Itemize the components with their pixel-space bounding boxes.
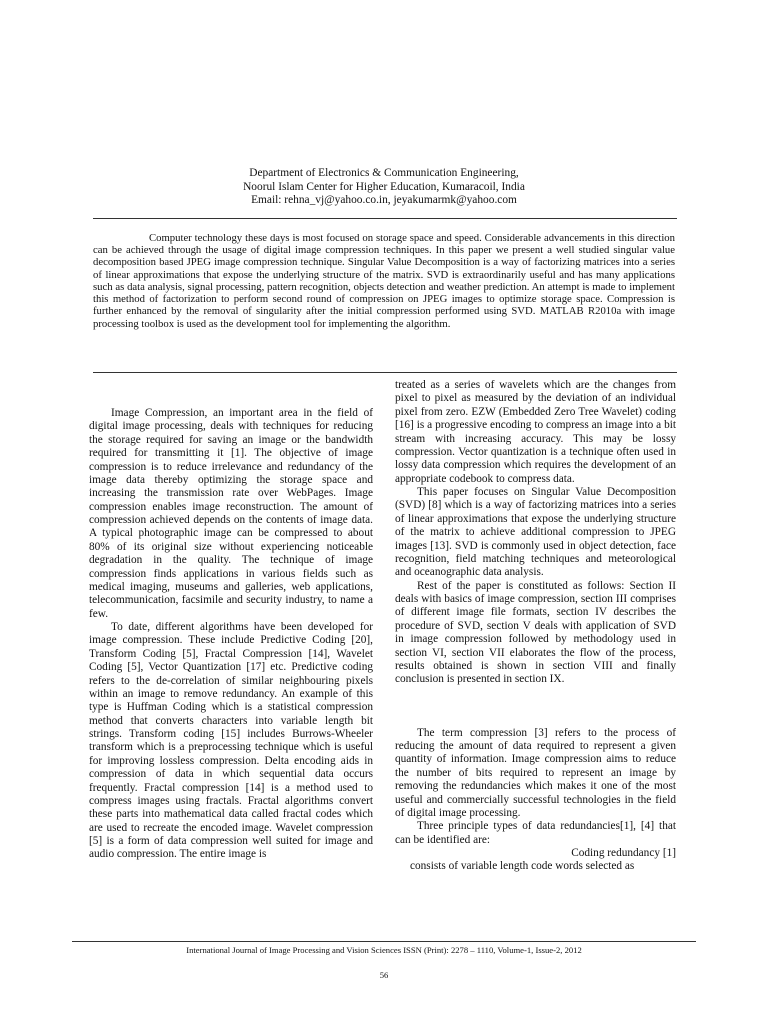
abstract-top-rule	[93, 218, 677, 219]
left-column	[89, 407, 373, 862]
intro-paragraph-4: This paper focuses on Singular Value Decomposition (SVD) [8] which is a way of factorizing matrices into a series of linear approximations that expose the underlying structure of the matrix to achieve additional compression to JPEG images [13]. SVD is commonly used in object detection, face recognition, field matching techniques and meteorological and oceanographic data analysis.	[395, 486, 676, 579]
coding-redundancy-text: consists of variable length code words selected as	[410, 860, 635, 873]
page-number: 56	[379, 970, 389, 980]
intro-paragraph-3: treated as a series of wavelets which are the changes from pixel to pixel as measured by the deviation of an individual pixel from zero. EZW (Embedded Zero Tree Wavelet) coding [16] is a progressive encoding to compress an image into a bit stream with increasing accuracy. This may be lossy compression. Vector quantization is a technique often used in lossy data compression which requires the development of an appropriate codebook to compress data.	[395, 379, 676, 485]
intro-paragraph-5: Rest of the paper is constituted as follows: Section II deals with basics of image compression, section III comprises of different image file formats, section IV describes the procedure of SVD, section V deals with application of SVD in image compression followed by methodology used in section VI, section VII elaborates the flow of the process, results obtained is shown in section VIII and finally conclusion is presented in section IX.	[395, 579, 676, 686]
footer-rule	[72, 941, 696, 942]
abstract-text: Computer technology these days is most focused on storage space and speed. Considerable advancements in this direction can be achieved through the usage of digital image compression techniques. In this paper we present a well studied singular value decomposition based JPEG image compression technique. Singular Value Decomposition is a way of factorizing matrices into a series of linear approximations that expose the underlying structure of the matrix. SVD is extraordinarily useful and has many applications such as data analysis, signal processing, pattern recognition, objects detection and weather prediction. An attempt is made to implement this method of factorization to perform second round of compression on JPEG images to optimize storage space. Compression is further enhanced by the removal of singularity after the initial compression performed using SVD. MATLAB R2010a with image processing toolbox is used as the development tool for implementing the algorithm.	[93, 231, 675, 330]
department: Department of Electronics & Communication Engineering,	[249, 167, 519, 179]
coding-redundancy-label: Coding redundancy [1]	[571, 847, 676, 859]
institution: Noorul Islam Center for Higher Education, Kumaracoil, India	[243, 180, 525, 193]
compression-paragraph-2: Three principle types of data redundancies[1], [4] that can be identified are:	[395, 820, 676, 846]
abstract-bottom-rule	[93, 372, 677, 373]
right-column	[395, 379, 676, 874]
journal-footer: International Journal of Image Processing and Vision Sciences ISSN (Print): 2278 – 1110, Volume-1, Issue-2, 2012	[186, 945, 582, 955]
intro-paragraph-2: To date, different algorithms have been developed for image compression. These include Predictive Coding [20], Transform Coding [5], Fractal Compression [14], Wavelet Coding [5], Vector Quantization [17] etc. Predictive coding refers to the de-correlation of similar neighbouring pixels within an image to remove redundancy. An example of this type is Huffman Coding which is a statistical compression method that converts characters into variable length bit strings. Transform coding [15] includes Burrows-Wheeler transform which is a preprocessing technique which is useful for improving lossless compression. Delta encoding aids in compression of data in which sequential data occurs frequently. Fractal compression [14] is a method used to compress images using fractals. Fractal algorithms convert these parts into mathematical data called fractal codes which are used to recreate the encoded image. Wavelet compression [5] is a form of data compression well suited for image and audio compression. The entire image is	[89, 621, 373, 861]
author-emails: Email: rehna_vj@yahoo.co.in, jeyakumarmk@yahoo.com	[251, 194, 517, 206]
intro-paragraph-1: Image Compression, an important area in the field of digital image processing, deals with techniques for reducing the storage required for saving an image or the bandwidth required for transmitting it [1]. The objective of image compression is to reduce irrelevance and redundancy of the image data thereby optimizing the storage space and increasing the transmission rate over WebPages. Image compression enables image reconstruction. The amount of compression achieved depends on the contents of image data. A typical photographic image can be compressed to about 80% of its original size without experiencing noticeable degradation in the quality. The technique of image compression finds applications in various fields such as medical imaging, museums and galleries, web applications, telecommunication, facsimile and security industry, to name a few.	[89, 407, 373, 620]
compression-paragraph-1: The term compression [3] refers to the process of reducing the amount of data required to represent a given quantity of information. Image compression aims to reduce the number of bits required to represent an image by removing the redundancies which makes it one of the most useful and commercially successful technologies in the field of digital image processing.	[395, 726, 676, 819]
author-affiliation	[0, 167, 768, 208]
